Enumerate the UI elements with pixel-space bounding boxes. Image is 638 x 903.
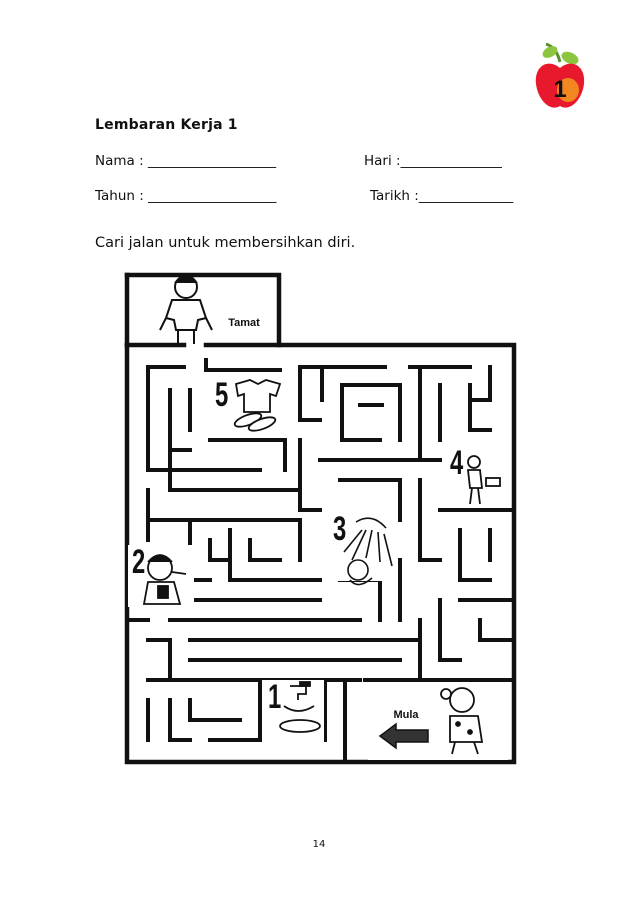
step-3-number: 3 <box>333 510 347 548</box>
start-label: Mula <box>393 709 419 721</box>
year-field[interactable]: Tahun : ___________________ <box>95 188 277 204</box>
day-field[interactable]: Hari :_______________ <box>364 153 502 169</box>
badge-number: 1 <box>553 76 567 103</box>
page-number: 14 <box>312 839 326 850</box>
date-field[interactable]: Tarikh :______________ <box>370 188 514 204</box>
step-5-number: 5 <box>215 376 229 414</box>
instruction-text: Cari jalan untuk membersihkan diri. <box>95 235 356 251</box>
page-title: Lembaran Kerja 1 <box>95 117 238 133</box>
name-field[interactable]: Nama : ___________________ <box>95 153 277 169</box>
step-1-number: 1 <box>268 678 282 716</box>
clean-boy-icon <box>160 276 212 344</box>
step-2-number: 2 <box>132 543 146 581</box>
step-4-number: 4 <box>450 444 464 482</box>
end-label: Tamat <box>228 317 260 329</box>
